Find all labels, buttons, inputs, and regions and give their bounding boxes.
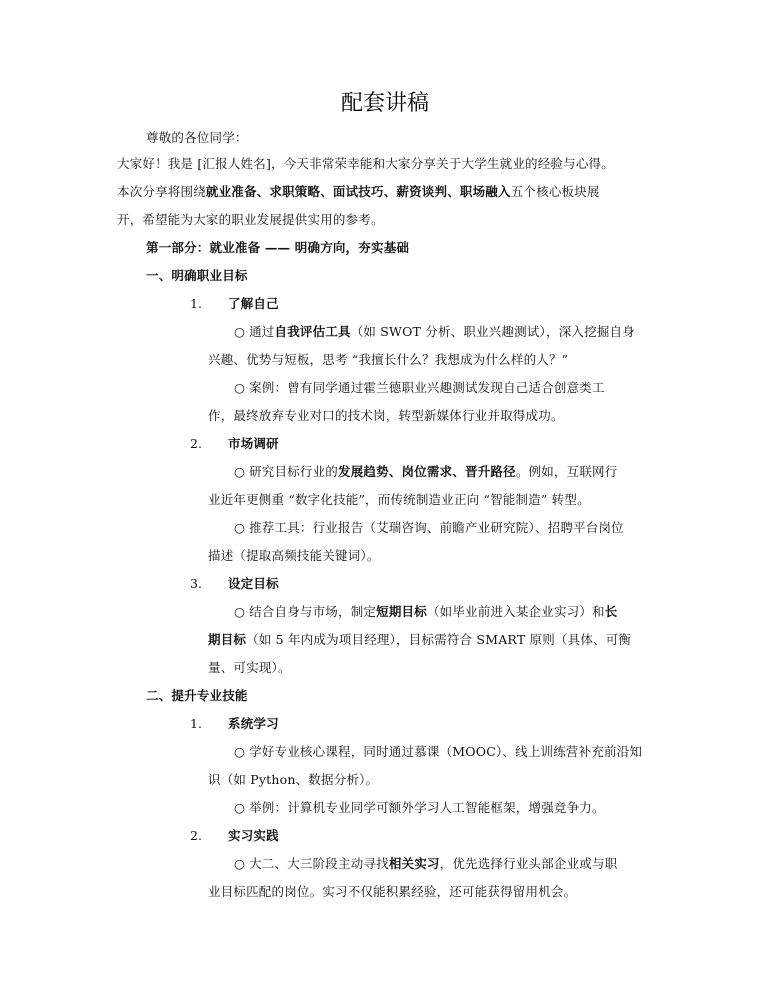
bullet-example: ○ 举例：计算机专业同学可额外学习人工智能框架，增强竞争力。 xyxy=(234,798,605,818)
section2-heading: 二、提升专业技能 xyxy=(146,688,248,703)
item-number: 1. xyxy=(190,716,202,731)
bullet-icon: ○ xyxy=(234,464,246,479)
bullet-internship: ○ 大二、大三阶段主动寻找相关实习，优先选择行业头部企业或与职 xyxy=(234,854,617,874)
intro-line-2: 本次分享将围绕就业准备、求职策略、面试技巧、薪资谈判、职场融入五个核心板块展 xyxy=(117,184,600,199)
bullet-goals-cont-2: 量、可实现）。 xyxy=(208,660,291,675)
bullet-goals-cont: 期目标（如 5 年内成为项目经理），目标需符合 SMART 原则（具体、可衡 xyxy=(208,632,632,647)
item-number: 2. xyxy=(190,828,202,843)
greeting: 尊敬的各位同学： xyxy=(146,130,248,145)
bullet-tools-cont: 描述（提取高频技能关键词）。 xyxy=(208,548,380,563)
intro-line-1: 大家好！我是 [汇报人姓名]，今天非常荣幸能和大家分享关于大学生就业的经验与心得。 xyxy=(117,156,614,171)
bullet-icon: ○ xyxy=(234,744,246,759)
bullet-icon: ○ xyxy=(234,604,246,619)
section1-heading: 一、明确职业目标 xyxy=(146,268,248,283)
item-title-know-yourself: 了解自己 xyxy=(228,296,279,311)
item-title-market-research: 市场调研 xyxy=(228,436,279,451)
part1-heading: 第一部分：就业准备 —— 明确方向，夯实基础 xyxy=(146,240,410,255)
item-number: 2. xyxy=(190,436,202,451)
item-number: 3. xyxy=(190,576,202,591)
bullet-case-cont: 作，最终放弃专业对口的技术岗，转型新媒体行业并取得成功。 xyxy=(208,408,564,423)
bullet-self-assessment: ○ 通过自我评估工具（如 SWOT 分析、职业兴趣测试），深入挖掘自身 xyxy=(234,322,635,342)
bullet-industry-research-cont: 业近年更侧重 “数字化技能”，而传统制造业正向 “智能制造” 转型。 xyxy=(208,492,590,507)
intro-line-3: 开，希望能为大家的职业发展提供实用的参考。 xyxy=(117,212,384,227)
bullet-courses: ○ 学好专业核心课程，同时通过慕课（MOOC）、线上训练营补充前沿知 xyxy=(234,742,642,762)
bullet-case: ○ 案例：曾有同学通过霍兰德职业兴趣测试发现自己适合创意类工 xyxy=(234,378,605,398)
bullet-tools: ○ 推荐工具：行业报告（艾瑞咨询、前瞻产业研究院）、招聘平台岗位 xyxy=(234,518,624,538)
item-title-set-goals: 设定目标 xyxy=(228,576,279,591)
item-title-systematic-learning: 系统学习 xyxy=(228,716,279,731)
bullet-icon: ○ xyxy=(234,800,246,815)
bullet-courses-cont: 识（如 Python、数据分析）。 xyxy=(208,772,379,787)
bullet-icon: ○ xyxy=(234,324,246,339)
bullet-self-assessment-cont: 兴趣、优势与短板，思考 “我擅长什么？我想成为什么样的人？” xyxy=(208,352,569,367)
bullet-icon: ○ xyxy=(234,856,246,871)
item-title-internship: 实习实践 xyxy=(228,828,279,843)
bullet-internship-cont: 业目标匹配的岗位。实习不仅能积累经验，还可能获得留用机会。 xyxy=(208,884,577,899)
bullet-icon: ○ xyxy=(234,520,246,535)
item-number: 1. xyxy=(190,296,202,311)
bullet-goals: ○ 结合自身与市场，制定短期目标（如毕业前进入某企业实习）和长 xyxy=(234,602,617,622)
bullet-industry-research: ○ 研究目标行业的发展趋势、岗位需求、晋升路径。例如，互联网行 xyxy=(234,462,617,482)
bullet-icon: ○ xyxy=(234,380,246,395)
page-title: 配套讲稿 xyxy=(340,91,429,116)
